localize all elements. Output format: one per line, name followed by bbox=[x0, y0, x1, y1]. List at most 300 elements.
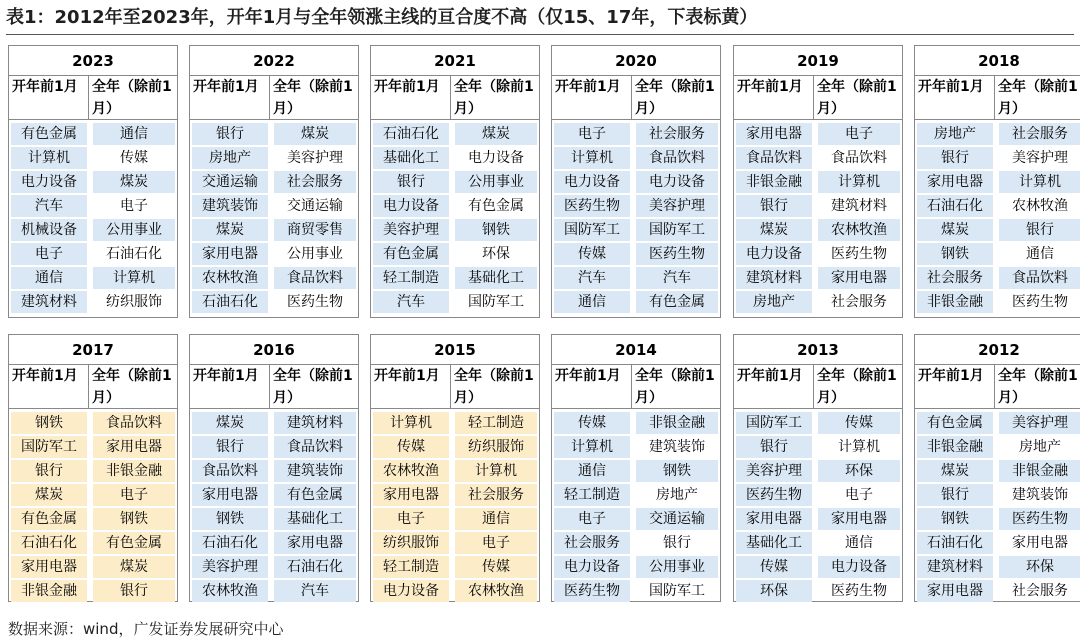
sector-cell-full-year: 煤炭 bbox=[93, 556, 175, 578]
year-block-2015 bbox=[370, 334, 540, 602]
table-row bbox=[915, 290, 1080, 314]
year-header: 2014 bbox=[552, 335, 720, 365]
sector-cell-full-year: 食品饮料 bbox=[274, 436, 356, 458]
sector-cell-full-year: 社会服务 bbox=[636, 123, 718, 145]
sector-cell-first-month: 轻工制造 bbox=[373, 267, 449, 289]
sector-cell-full-year: 社会服务 bbox=[455, 484, 537, 506]
sector-cell-full-year: 建筑材料 bbox=[831, 198, 887, 214]
table-row bbox=[734, 170, 902, 194]
sector-cell-first-month: 银行 bbox=[192, 123, 268, 145]
sector-cell-full-year: 煤炭 bbox=[93, 171, 175, 193]
sector-cell-full-year: 交通运输 bbox=[636, 508, 718, 530]
sector-cell-first-month: 非银金融 bbox=[736, 171, 812, 193]
sector-cell-full-year: 通信 bbox=[93, 123, 175, 145]
table-row bbox=[734, 483, 902, 507]
sector-cell-full-year: 非银金融 bbox=[999, 460, 1080, 482]
table-row bbox=[734, 242, 902, 266]
column-header-full-year: 全年（除前1月） bbox=[632, 76, 720, 120]
table-row bbox=[371, 290, 539, 314]
sector-cell-first-month: 电子 bbox=[373, 508, 449, 530]
table-row bbox=[371, 122, 539, 146]
sector-cell-full-year: 电子 bbox=[93, 484, 175, 506]
sector-cell-full-year: 医药生物 bbox=[1012, 294, 1068, 310]
year-header: 2018 bbox=[915, 46, 1080, 76]
sector-cell-first-month: 电力设备 bbox=[373, 195, 449, 217]
sector-cell-full-year: 环保 bbox=[818, 460, 900, 482]
sector-cell-first-month: 银行 bbox=[736, 436, 812, 458]
sector-cell-first-month: 有色金属 bbox=[11, 508, 87, 530]
sector-cell-first-month: 电子 bbox=[554, 123, 630, 145]
sector-cell-full-year: 汽车 bbox=[274, 580, 356, 602]
column-header-first-month: 开年前1月 bbox=[552, 76, 632, 120]
column-header-full-year: 全年（除前1月） bbox=[451, 76, 539, 120]
table-row bbox=[734, 507, 902, 531]
year-header: 2021 bbox=[371, 46, 539, 76]
sector-cell-first-month: 煤炭 bbox=[917, 219, 993, 241]
sector-cell-first-month: 有色金属 bbox=[917, 412, 993, 434]
sector-cell-first-month: 传媒 bbox=[736, 556, 812, 578]
table-row bbox=[552, 459, 720, 483]
sector-cell-full-year: 医药生物 bbox=[636, 243, 718, 265]
year-block-2016 bbox=[189, 334, 359, 602]
sector-cell-first-month: 建筑材料 bbox=[736, 267, 812, 289]
table-row bbox=[9, 435, 177, 459]
sector-cell-first-month: 计算机 bbox=[554, 436, 630, 458]
table-row bbox=[9, 122, 177, 146]
year-block-2019 bbox=[733, 45, 903, 318]
year-header: 2015 bbox=[371, 335, 539, 365]
table-row bbox=[9, 266, 177, 290]
sector-cell-first-month: 农林牧渔 bbox=[192, 267, 268, 289]
table-row bbox=[734, 218, 902, 242]
sector-cell-first-month: 煤炭 bbox=[192, 412, 268, 434]
sector-cell-first-month: 轻工制造 bbox=[554, 484, 630, 506]
sector-cell-first-month: 医药生物 bbox=[736, 484, 812, 506]
sector-cell-first-month: 国防军工 bbox=[736, 412, 812, 434]
table-row bbox=[190, 579, 358, 603]
sector-cell-full-year: 通信 bbox=[1026, 246, 1054, 262]
sector-cell-full-year: 通信 bbox=[845, 535, 873, 551]
table-row bbox=[552, 194, 720, 218]
sector-cell-full-year: 国防军工 bbox=[636, 219, 718, 241]
table-row bbox=[552, 555, 720, 579]
sector-cell-full-year: 食品饮料 bbox=[999, 267, 1080, 289]
sector-cell-first-month: 银行 bbox=[11, 460, 87, 482]
table-row bbox=[552, 531, 720, 555]
table-row bbox=[190, 242, 358, 266]
sector-cell-first-month: 银行 bbox=[192, 436, 268, 458]
sector-cell-first-month: 石油石化 bbox=[192, 532, 268, 554]
table-row bbox=[190, 459, 358, 483]
table-row bbox=[190, 122, 358, 146]
sector-cell-first-month: 煤炭 bbox=[11, 484, 87, 506]
table-row bbox=[190, 411, 358, 435]
table-row bbox=[915, 483, 1080, 507]
sector-cell-full-year: 环保 bbox=[482, 246, 510, 262]
year-header: 2013 bbox=[734, 335, 902, 365]
table-row bbox=[734, 531, 902, 555]
sector-cell-full-year: 家用电器 bbox=[818, 267, 900, 289]
table-row bbox=[552, 146, 720, 170]
year-block-2018 bbox=[914, 45, 1080, 318]
year-block-2017 bbox=[8, 334, 178, 602]
sector-cell-first-month: 石油石化 bbox=[373, 123, 449, 145]
table-row bbox=[9, 507, 177, 531]
table-row bbox=[915, 266, 1080, 290]
sector-cell-full-year: 公用事业 bbox=[636, 556, 718, 578]
sector-cell-first-month: 非银金融 bbox=[917, 291, 993, 313]
sector-cell-first-month: 电力设备 bbox=[554, 171, 630, 193]
sector-cell-first-month: 机械设备 bbox=[11, 219, 87, 241]
sector-cell-first-month: 钢铁 bbox=[917, 508, 993, 530]
table-row bbox=[190, 218, 358, 242]
table-row bbox=[371, 170, 539, 194]
sector-cell-first-month: 计算机 bbox=[11, 147, 87, 169]
sector-cell-first-month: 房地产 bbox=[736, 291, 812, 313]
column-header-full-year: 全年（除前1月） bbox=[995, 76, 1080, 120]
sector-cell-full-year: 计算机 bbox=[455, 460, 537, 482]
sector-cell-full-year: 有色金属 bbox=[468, 198, 524, 214]
table-row bbox=[734, 555, 902, 579]
column-header-first-month: 开年前1月 bbox=[190, 365, 270, 409]
sector-cell-first-month: 电力设备 bbox=[11, 171, 87, 193]
table-row bbox=[915, 194, 1080, 218]
column-header-first-month: 开年前1月 bbox=[734, 365, 814, 409]
year-block-2021 bbox=[370, 45, 540, 318]
sector-cell-full-year: 公用事业 bbox=[93, 219, 175, 241]
column-header-first-month: 开年前1月 bbox=[371, 76, 451, 120]
sector-cell-full-year: 农林牧渔 bbox=[818, 219, 900, 241]
sector-cell-first-month: 计算机 bbox=[554, 147, 630, 169]
sector-cell-full-year: 建筑材料 bbox=[274, 412, 356, 434]
sector-cell-full-year: 非银金融 bbox=[636, 412, 718, 434]
sector-cell-first-month: 传媒 bbox=[373, 436, 449, 458]
table-row bbox=[552, 170, 720, 194]
table-row bbox=[734, 194, 902, 218]
sector-cell-full-year: 电力设备 bbox=[818, 556, 900, 578]
table-row bbox=[915, 531, 1080, 555]
sector-cell-full-year: 煤炭 bbox=[455, 123, 537, 145]
sector-cell-first-month: 石油石化 bbox=[917, 195, 993, 217]
sector-cell-full-year: 医药生物 bbox=[831, 583, 887, 599]
sector-cell-full-year: 家用电器 bbox=[1012, 535, 1068, 551]
sector-cell-full-year: 食品饮料 bbox=[274, 267, 356, 289]
sector-cell-full-year: 石油石化 bbox=[274, 556, 356, 578]
table-row bbox=[915, 435, 1080, 459]
sector-cell-first-month: 社会服务 bbox=[917, 267, 993, 289]
sector-cell-first-month: 家用电器 bbox=[373, 484, 449, 506]
column-header-full-year: 全年（除前1月） bbox=[89, 365, 177, 409]
table-row bbox=[734, 459, 902, 483]
table-row bbox=[915, 507, 1080, 531]
table-row bbox=[190, 170, 358, 194]
table-row bbox=[552, 266, 720, 290]
table-row bbox=[190, 483, 358, 507]
column-header-full-year: 全年（除前1月） bbox=[814, 365, 902, 409]
sector-cell-full-year: 传媒 bbox=[120, 150, 148, 166]
sector-cell-full-year: 纺织服饰 bbox=[455, 436, 537, 458]
table-row bbox=[734, 411, 902, 435]
table-row bbox=[915, 555, 1080, 579]
table-row bbox=[9, 555, 177, 579]
sector-cell-first-month: 石油石化 bbox=[917, 532, 993, 554]
sector-cell-full-year: 交通运输 bbox=[287, 198, 343, 214]
table-row bbox=[552, 122, 720, 146]
table-row bbox=[9, 579, 177, 603]
sector-cell-first-month: 家用电器 bbox=[917, 580, 993, 602]
sector-cell-full-year: 石油石化 bbox=[106, 246, 162, 262]
table-row bbox=[915, 579, 1080, 603]
sector-cell-first-month: 通信 bbox=[554, 291, 630, 313]
sector-cell-first-month: 交通运输 bbox=[192, 171, 268, 193]
sector-cell-first-month: 纺织服饰 bbox=[373, 532, 449, 554]
sector-cell-full-year: 医药生物 bbox=[999, 508, 1080, 530]
sector-cell-full-year: 建筑装饰 bbox=[1012, 487, 1068, 503]
sector-cell-first-month: 轻工制造 bbox=[373, 556, 449, 578]
sector-cell-first-month: 电子 bbox=[554, 508, 630, 530]
year-header: 2017 bbox=[9, 335, 177, 365]
table-row bbox=[9, 194, 177, 218]
year-header: 2020 bbox=[552, 46, 720, 76]
table-row bbox=[734, 435, 902, 459]
sector-cell-full-year: 美容护理 bbox=[287, 150, 343, 166]
sector-cell-first-month: 汽车 bbox=[11, 195, 87, 217]
sector-cell-full-year: 电子 bbox=[455, 532, 537, 554]
table-row bbox=[734, 122, 902, 146]
sector-cell-first-month: 医药生物 bbox=[554, 195, 630, 217]
table-row bbox=[371, 579, 539, 603]
table-row bbox=[190, 507, 358, 531]
sector-cell-full-year: 电力设备 bbox=[468, 150, 524, 166]
sector-cell-first-month: 银行 bbox=[917, 484, 993, 506]
column-header-first-month: 开年前1月 bbox=[9, 76, 89, 120]
sector-cell-full-year: 美容护理 bbox=[1012, 150, 1068, 166]
year-block-2013 bbox=[733, 334, 903, 602]
table-row bbox=[371, 266, 539, 290]
sector-cell-first-month: 电力设备 bbox=[554, 556, 630, 578]
sector-cell-first-month: 电力设备 bbox=[373, 580, 449, 602]
table-row bbox=[552, 290, 720, 314]
table-row bbox=[371, 218, 539, 242]
sector-cell-first-month: 国防军工 bbox=[11, 436, 87, 458]
sector-cell-full-year: 建筑装饰 bbox=[274, 460, 356, 482]
sector-cell-full-year: 传媒 bbox=[455, 556, 537, 578]
sector-cell-full-year: 基础化工 bbox=[455, 267, 537, 289]
year-block-2022 bbox=[189, 45, 359, 318]
sector-cell-first-month: 家用电器 bbox=[917, 171, 993, 193]
table-row bbox=[371, 555, 539, 579]
sector-cell-full-year: 房地产 bbox=[656, 487, 698, 503]
table-row bbox=[371, 242, 539, 266]
sector-cell-full-year: 电子 bbox=[120, 198, 148, 214]
sector-cell-first-month: 建筑装饰 bbox=[192, 195, 268, 217]
table-row bbox=[371, 435, 539, 459]
sector-cell-first-month: 医药生物 bbox=[554, 580, 630, 602]
sector-cell-full-year: 银行 bbox=[663, 535, 691, 551]
sector-cell-full-year: 电力设备 bbox=[636, 171, 718, 193]
sector-cell-first-month: 美容护理 bbox=[736, 460, 812, 482]
sector-cell-first-month: 国防军工 bbox=[554, 219, 630, 241]
sector-cell-full-year: 国防军工 bbox=[649, 583, 705, 599]
sector-cell-first-month: 煤炭 bbox=[192, 219, 268, 241]
sector-cell-full-year: 计算机 bbox=[93, 267, 175, 289]
title-divider bbox=[6, 34, 1074, 35]
table-row bbox=[9, 411, 177, 435]
sector-cell-full-year: 家用电器 bbox=[93, 436, 175, 458]
sector-cell-full-year: 钢铁 bbox=[636, 460, 718, 482]
table-row bbox=[190, 555, 358, 579]
sector-cell-full-year: 建筑装饰 bbox=[649, 439, 705, 455]
table-row bbox=[9, 170, 177, 194]
sector-cell-first-month: 建筑材料 bbox=[11, 291, 87, 313]
year-header: 2016 bbox=[190, 335, 358, 365]
sector-cell-full-year: 农林牧渔 bbox=[1012, 198, 1068, 214]
sector-cell-full-year: 农林牧渔 bbox=[455, 580, 537, 602]
table-row bbox=[190, 435, 358, 459]
table-row bbox=[552, 435, 720, 459]
table-row bbox=[9, 531, 177, 555]
table-row bbox=[371, 531, 539, 555]
sector-cell-full-year: 计算机 bbox=[999, 171, 1080, 193]
sector-cell-first-month: 石油石化 bbox=[192, 291, 268, 313]
table-row bbox=[915, 218, 1080, 242]
sector-cell-full-year: 房地产 bbox=[1019, 439, 1061, 455]
year-block-2023 bbox=[8, 45, 178, 318]
table-row bbox=[915, 122, 1080, 146]
sector-cell-full-year: 计算机 bbox=[818, 171, 900, 193]
sector-cell-full-year: 电子 bbox=[845, 487, 873, 503]
sector-cell-full-year: 医药生物 bbox=[831, 246, 887, 262]
sector-cell-first-month: 通信 bbox=[11, 267, 87, 289]
table-row bbox=[915, 146, 1080, 170]
year-block-2014 bbox=[551, 334, 721, 602]
sector-cell-first-month: 电力设备 bbox=[736, 243, 812, 265]
sector-cell-full-year: 食品饮料 bbox=[636, 147, 718, 169]
column-header-full-year: 全年（除前1月） bbox=[451, 365, 539, 409]
table-row bbox=[9, 218, 177, 242]
table-row bbox=[552, 218, 720, 242]
sector-cell-full-year: 环保 bbox=[999, 556, 1080, 578]
table-row bbox=[552, 242, 720, 266]
sector-cell-first-month: 非银金融 bbox=[11, 580, 87, 602]
sector-cell-full-year: 公用事业 bbox=[455, 171, 537, 193]
sector-cell-first-month: 煤炭 bbox=[736, 219, 812, 241]
sector-cell-full-year: 国防军工 bbox=[468, 294, 524, 310]
sector-cell-first-month: 家用电器 bbox=[192, 484, 268, 506]
sector-cell-first-month: 有色金属 bbox=[373, 243, 449, 265]
year-header: 2012 bbox=[915, 335, 1080, 365]
column-header-full-year: 全年（除前1月） bbox=[89, 76, 177, 120]
sector-cell-first-month: 汽车 bbox=[554, 267, 630, 289]
table-row bbox=[9, 459, 177, 483]
sector-cell-first-month: 钢铁 bbox=[11, 412, 87, 434]
bottom-table-grid bbox=[8, 334, 1078, 602]
table-row bbox=[190, 531, 358, 555]
sector-cell-first-month: 石油石化 bbox=[11, 532, 87, 554]
table-row bbox=[552, 411, 720, 435]
table-row bbox=[552, 507, 720, 531]
sector-cell-full-year: 汽车 bbox=[636, 267, 718, 289]
sector-cell-first-month: 农林牧渔 bbox=[373, 460, 449, 482]
sector-cell-full-year: 钢铁 bbox=[455, 219, 537, 241]
year-block-2012 bbox=[914, 334, 1080, 602]
sector-cell-first-month: 家用电器 bbox=[736, 123, 812, 145]
year-block-2020 bbox=[551, 45, 721, 318]
sector-cell-first-month: 电子 bbox=[11, 243, 87, 265]
column-header-full-year: 全年（除前1月） bbox=[995, 365, 1080, 409]
sector-cell-first-month: 计算机 bbox=[373, 412, 449, 434]
top-table-grid bbox=[8, 45, 1078, 318]
table-row bbox=[915, 459, 1080, 483]
sector-cell-first-month: 有色金属 bbox=[11, 123, 87, 145]
table-row bbox=[734, 290, 902, 314]
sector-cell-full-year: 社会服务 bbox=[274, 171, 356, 193]
sector-cell-full-year: 食品饮料 bbox=[831, 150, 887, 166]
table-title: 表1：2012年至2023年，开年1月与全年领涨主线的亘合度不高（仅15、17年，下表标黄） bbox=[6, 7, 758, 28]
column-header-full-year: 全年（除前1月） bbox=[814, 76, 902, 120]
sector-cell-full-year: 银行 bbox=[999, 219, 1080, 241]
table-row bbox=[190, 290, 358, 314]
sector-cell-first-month: 家用电器 bbox=[192, 243, 268, 265]
sector-cell-full-year: 通信 bbox=[455, 508, 537, 530]
sector-cell-full-year: 家用电器 bbox=[818, 508, 900, 530]
sector-cell-full-year: 美容护理 bbox=[999, 412, 1080, 434]
table-row bbox=[190, 266, 358, 290]
sector-cell-first-month: 环保 bbox=[736, 580, 812, 602]
sector-cell-full-year: 有色金属 bbox=[274, 484, 356, 506]
sector-cell-full-year: 社会服务 bbox=[831, 294, 887, 310]
sector-cell-full-year: 食品饮料 bbox=[93, 412, 175, 434]
table-row bbox=[371, 483, 539, 507]
table-row bbox=[552, 483, 720, 507]
sector-cell-full-year: 煤炭 bbox=[274, 123, 356, 145]
sector-cell-first-month: 房地产 bbox=[917, 123, 993, 145]
sector-cell-full-year: 美容护理 bbox=[636, 195, 718, 217]
year-header: 2023 bbox=[9, 46, 177, 76]
sector-cell-first-month: 建筑材料 bbox=[917, 556, 993, 578]
column-header-first-month: 开年前1月 bbox=[552, 365, 632, 409]
column-header-full-year: 全年（除前1月） bbox=[632, 365, 720, 409]
year-header: 2019 bbox=[734, 46, 902, 76]
column-header-first-month: 开年前1月 bbox=[371, 365, 451, 409]
table-row bbox=[9, 483, 177, 507]
column-header-full-year: 全年（除前1月） bbox=[270, 365, 358, 409]
sector-cell-full-year: 有色金属 bbox=[636, 291, 718, 313]
sector-cell-first-month: 基础化工 bbox=[736, 532, 812, 554]
column-header-full-year: 全年（除前1月） bbox=[270, 76, 358, 120]
sector-cell-first-month: 传媒 bbox=[554, 412, 630, 434]
sector-cell-first-month: 银行 bbox=[373, 171, 449, 193]
sector-cell-first-month: 食品饮料 bbox=[736, 147, 812, 169]
column-header-first-month: 开年前1月 bbox=[734, 76, 814, 120]
table-row bbox=[734, 146, 902, 170]
table-row bbox=[371, 507, 539, 531]
sector-cell-first-month: 银行 bbox=[736, 195, 812, 217]
sector-cell-first-month: 煤炭 bbox=[917, 460, 993, 482]
sector-cell-first-month: 美容护理 bbox=[192, 556, 268, 578]
sector-cell-first-month: 钢铁 bbox=[917, 243, 993, 265]
sector-cell-full-year: 社会服务 bbox=[1012, 583, 1068, 599]
sector-cell-first-month: 非银金融 bbox=[917, 436, 993, 458]
sector-cell-full-year: 社会服务 bbox=[999, 123, 1080, 145]
table-row bbox=[9, 290, 177, 314]
sector-cell-first-month: 农林牧渔 bbox=[192, 580, 268, 602]
table-row bbox=[9, 146, 177, 170]
sector-cell-first-month: 房地产 bbox=[192, 147, 268, 169]
table-row bbox=[552, 579, 720, 603]
sector-cell-full-year: 商贸零售 bbox=[274, 219, 356, 241]
table-row bbox=[371, 146, 539, 170]
